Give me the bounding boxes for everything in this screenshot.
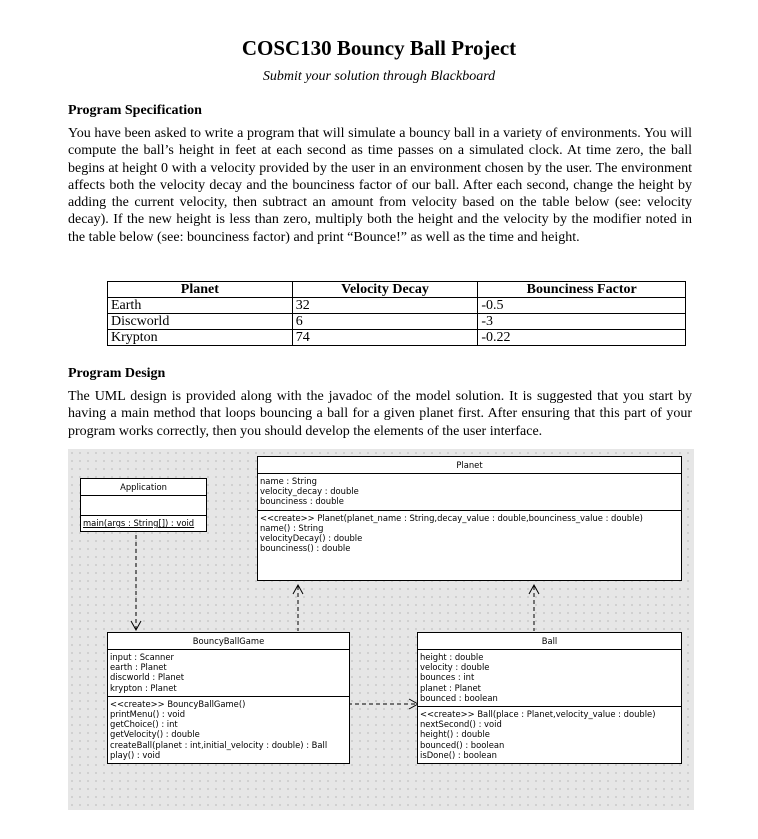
uml-method: main(args : String[]) : void xyxy=(83,518,195,528)
uml-method: nextSecond() : void xyxy=(420,719,502,730)
table-row xyxy=(108,298,686,314)
uml-attribute: height : double xyxy=(420,652,484,662)
uml-method: createBall(planet : int,initial_velocity : double) : Ball xyxy=(110,739,328,750)
uml-attribute: krypton : Planet xyxy=(110,682,177,693)
uml-method: <<create>> Ball(place : Planet,velocity_value : double) xyxy=(420,709,656,720)
uml-diagram xyxy=(68,449,694,810)
uml-class-ball xyxy=(417,632,682,764)
page-subtitle: Submit your solution through Blackboard xyxy=(262,69,496,84)
uml-method: bounciness() : double xyxy=(260,543,351,554)
uml-attribute: discworld : Planet xyxy=(110,672,185,683)
table-row xyxy=(108,330,686,346)
uml-attributes xyxy=(258,474,681,511)
uml-methods xyxy=(418,707,681,763)
uml-attribute: velocity : double xyxy=(420,662,490,673)
table-cell: -3 xyxy=(478,314,686,330)
spec-paragraph: You have been asked to write a program that will simulate a bouncy ball in a variety of environments. You will compute the ball’s height in feet at each second as time passes on a simulated clock. At time zero, the ball begins at height 0 with a velocity provided by the user in an environment chosen by the user. The environment affects both the velocity decay and the bounciness factor of our ball. After each second, change the height by adding the current velocity, then subtract an amount from velocity based on the table below (see: velocity decay). If the new height is less than zero, multiply both the height and the velocity by the modifier noted in the table below (see: bounciness factor) and print “Bounce!” as well as the time and height. xyxy=(68,126,692,245)
uml-method: velocityDecay() : double xyxy=(260,533,363,544)
uml-method: <<create>> BouncyBallGame() xyxy=(110,698,246,709)
uml-attribute: bounces : int xyxy=(420,672,475,683)
uml-attribute: velocity_decay : double xyxy=(260,486,359,497)
table-cell: -0.22 xyxy=(478,330,686,346)
uml-method: height() : double xyxy=(420,729,490,740)
design-heading: Program Design xyxy=(68,366,166,381)
table-cell: -0.5 xyxy=(478,298,686,314)
design-paragraph: The UML design is provided along with the javadoc of the model solution. It is suggested that you start by having a main method that loops bouncing a ball for a given planet first. After ensuring that this part of your program works correctly, then you should develop the elements of the user interface. xyxy=(68,389,692,439)
uml-class-bouncyballgame xyxy=(107,632,350,764)
uml-class-name: Ball xyxy=(418,633,681,650)
uml-class-application xyxy=(80,478,207,532)
uml-method: bounced() : boolean xyxy=(420,739,505,750)
uml-class-planet xyxy=(257,456,682,581)
uml-methods xyxy=(258,511,681,580)
uml-attributes xyxy=(81,496,206,516)
uml-attributes xyxy=(418,650,681,707)
table-row xyxy=(108,314,686,330)
uml-method: isDone() : boolean xyxy=(420,749,497,760)
uml-attribute: name : String xyxy=(260,476,317,486)
table-cell: 74 xyxy=(292,330,478,346)
uml-attribute: bounced : boolean xyxy=(420,692,498,703)
uml-class-name: Planet xyxy=(258,457,681,474)
uml-class-name: BouncyBallGame xyxy=(108,633,349,650)
table-cell: Earth xyxy=(108,298,293,314)
table-cell: Krypton xyxy=(108,330,293,346)
uml-methods xyxy=(81,516,206,531)
table-header-planet: Planet xyxy=(108,282,293,298)
table-header-bounciness-factor: Bounciness Factor xyxy=(478,282,686,298)
uml-attribute: earth : Planet xyxy=(110,662,167,673)
table-cell: Discworld xyxy=(108,314,293,330)
uml-method: getChoice() : int xyxy=(110,719,178,730)
table-header-row xyxy=(108,282,686,298)
uml-attribute: bounciness : double xyxy=(260,496,344,507)
uml-attributes xyxy=(108,650,349,697)
uml-attribute: planet : Planet xyxy=(420,682,481,693)
table-header-velocity-decay: Velocity Decay xyxy=(292,282,478,298)
uml-method: <<create>> Planet(planet_name : String,decay_value : double,bounciness_value : double) xyxy=(260,512,643,523)
uml-method: play() : void xyxy=(110,749,161,760)
uml-class-name: Application xyxy=(81,479,206,496)
uml-attribute: input : Scanner xyxy=(110,652,174,662)
planet-table xyxy=(107,281,686,346)
page-title: COSC130 Bouncy Ball Project xyxy=(241,36,517,60)
uml-method: getVelocity() : double xyxy=(110,729,200,740)
table-cell: 6 xyxy=(292,314,478,330)
uml-method: printMenu() : void xyxy=(110,709,186,720)
spec-heading: Program Specification xyxy=(68,103,202,118)
uml-methods xyxy=(108,697,349,763)
uml-method: name() : String xyxy=(260,522,324,533)
table-cell: 32 xyxy=(292,298,478,314)
